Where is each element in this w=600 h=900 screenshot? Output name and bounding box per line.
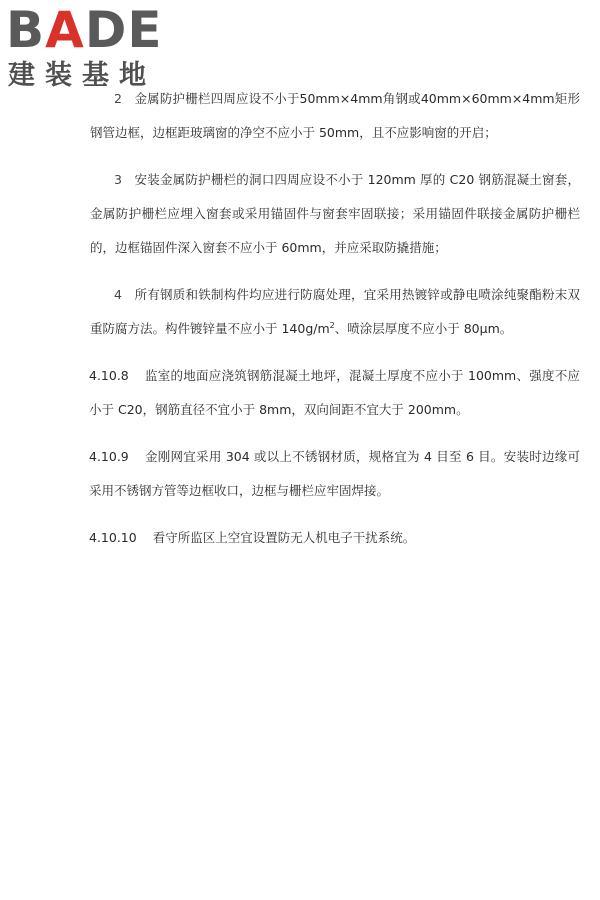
logo-word-text: BADE — [6, 1, 163, 59]
logo-subtitle: 建装基地 — [8, 60, 156, 91]
clause-4-10-8 — [89, 359, 580, 427]
item-text-cont: 、喷涂层厚度不应小于 80μm。 — [334, 321, 513, 336]
clause-text: 金刚网宜采用 304 或以上不锈钢材质，规格宜为 4 目至 6 目。安装时边缘可采用不锈钢方管等边框收口，边框与栅栏应牢固焊接。 — [89, 449, 581, 498]
bade-logo — [6, 2, 176, 94]
superscript: 2 — [329, 320, 335, 330]
item-text: 安装金属防护栅栏的洞口四周应设不小于 120mm 厚的 C20 钢筋混凝土窗套，金属防护栅栏应埋入窗套或采用锚固件与窗套牢固联接；采用锚固件联接金属防护栅栏的，边框锚固件深入窗套不应小于 60mm，并应采取防撬措施； — [90, 172, 580, 255]
logo-wordmark — [6, 2, 163, 58]
item-2 — [90, 82, 580, 150]
clause-number: 4.10.10 — [89, 530, 137, 545]
item-text: 所有钢质和铁制构件均应进行防腐处理，宜采用热镀锌或静电喷涂纯聚酯粉末双重防腐方法。构件镀锌量不应小于 140g/m — [90, 287, 580, 336]
clause-number: 4.10.8 — [89, 368, 129, 383]
item-text: 金属防护栅栏四周应设不小于50mm×4mm角钢或40mm×60mm×4mm矩形钢管边框，边框距玻璃窗的净空不应小于 50mm，且不应影响窗的开启； — [90, 91, 581, 140]
logo-accent-letter: A — [45, 1, 85, 59]
clause-4-10-9 — [89, 440, 580, 508]
clause-4-10-10 — [89, 521, 580, 555]
clause-text: 监室的地面应浇筑钢筋混凝土地坪，混凝土厚度不应小于 100mm、强度不应小于 C20，钢筋直径不宜小于 8mm，双向间距不宜大于 200mm。 — [89, 368, 580, 417]
document-body — [90, 82, 580, 568]
item-number: 3 — [114, 172, 122, 187]
item-number: 2 — [114, 91, 122, 106]
item-4 — [90, 278, 580, 346]
item-number: 4 — [114, 287, 122, 302]
clause-text: 看守所监区上空宜设置防无人机电子干扰系统。 — [152, 530, 416, 545]
item-3 — [90, 163, 580, 265]
clause-number: 4.10.9 — [89, 449, 129, 464]
